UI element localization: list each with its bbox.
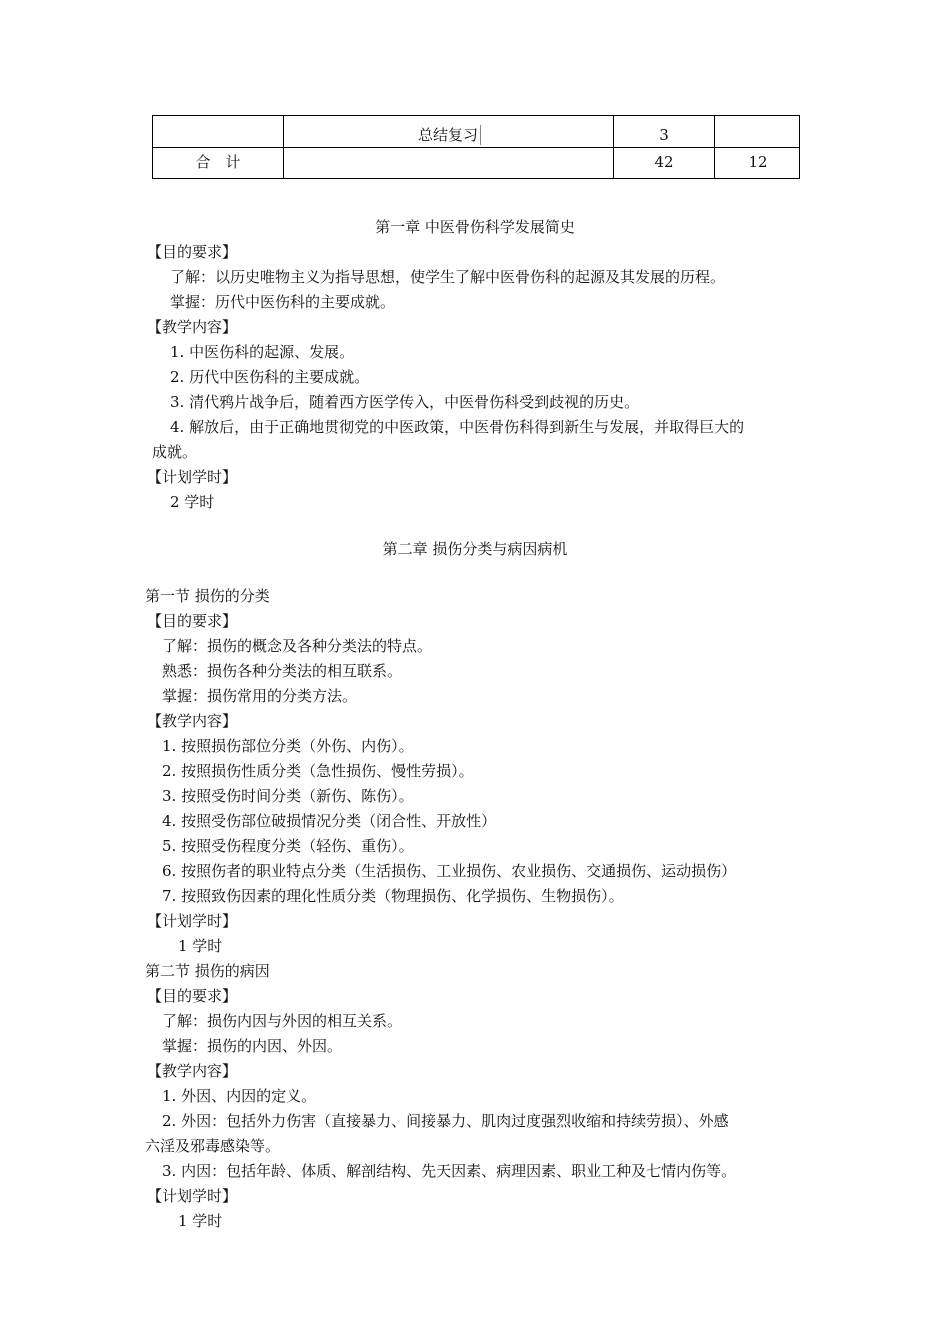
plan-hours: 1 学时 xyxy=(178,1212,223,1230)
subsection-title: 第一节 损伤的分类 xyxy=(145,587,270,605)
list-item: 4. 解放后，由于正确地贯彻党的中医政策，中医骨伤科得到新生与发展，并取得巨大的 xyxy=(170,418,745,436)
list-item-continuation: 六淫及邪毒感染等。 xyxy=(145,1137,281,1155)
list-item: 3. 按照受伤时间分类（新伤、陈伤）。 xyxy=(162,787,414,805)
text-line: 掌握：损伤的内因、外因。 xyxy=(162,1037,343,1055)
list-item: 3. 内因：包括年龄、体质、解剖结构、先天因素、病理因素、职业工种及七情内伤等。 xyxy=(162,1162,737,1180)
text-line: 了解：损伤内因与外因的相互关系。 xyxy=(162,1012,403,1030)
section-heading: 【教学内容】 xyxy=(147,712,238,730)
text-line: 掌握：历代中医伤科的主要成就。 xyxy=(170,293,396,311)
hours-table xyxy=(152,115,800,179)
plan-hours: 1 学时 xyxy=(178,937,223,955)
section-heading: 【目的要求】 xyxy=(147,987,238,1005)
list-item: 3. 清代鸦片战争后，随着西方医学传入，中医骨伤科受到歧视的历史。 xyxy=(170,393,640,411)
chapter-title: 第二章 损伤分类与病因病机 xyxy=(382,540,568,558)
subsection-title: 第二节 损伤的病因 xyxy=(145,962,270,980)
review-item: 总结复习 xyxy=(416,125,481,145)
list-item: 4. 按照受伤部位破损情况分类（闭合性、开放性） xyxy=(162,812,497,830)
list-item-continuation: 成就。 xyxy=(152,443,198,461)
section-heading: 【教学内容】 xyxy=(147,318,238,336)
text-line: 了解：以历史唯物主义为指导思想，使学生了解中医骨伤科的起源及其发展的历程。 xyxy=(170,268,726,286)
table-row xyxy=(153,116,799,148)
table-cell: 12 xyxy=(748,153,768,171)
text-line: 掌握：损伤常用的分类方法。 xyxy=(162,687,358,705)
list-item: 2. 历代中医伤科的主要成就。 xyxy=(170,368,370,386)
section-heading: 【教学内容】 xyxy=(147,1062,238,1080)
list-item: 1. 按照损伤部位分类（外伤、内伤）。 xyxy=(162,737,414,755)
text-line: 熟悉：损伤各种分类法的相互联系。 xyxy=(162,662,403,680)
table-cell xyxy=(284,116,614,147)
table-cell xyxy=(715,116,801,147)
table-cell: 42 xyxy=(614,147,715,178)
list-item: 2. 外因：包括外力伤害（直接暴力、间接暴力、肌肉过度强烈收缩和持续劳损）、外感 xyxy=(162,1112,729,1130)
section-heading: 【计划学时】 xyxy=(147,1187,238,1205)
table-cell: 3 xyxy=(614,116,715,147)
list-item: 2. 按照损伤性质分类（急性损伤、慢性劳损）。 xyxy=(162,762,474,780)
table-cell xyxy=(284,147,614,178)
plan-hours: 2 学时 xyxy=(170,493,215,511)
section-heading: 【计划学时】 xyxy=(147,912,238,930)
list-item: 6. 按照伤者的职业特点分类（生活损伤、工业损伤、农业损伤、交通损伤、运动损伤） xyxy=(162,862,737,880)
list-item: 1. 外因、内因的定义。 xyxy=(162,1087,317,1105)
section-heading: 【计划学时】 xyxy=(147,468,238,486)
total-label: 合 计 xyxy=(153,147,284,178)
section-heading: 【目的要求】 xyxy=(147,243,238,261)
list-item: 5. 按照受伤程度分类（轻伤、重伤）。 xyxy=(162,837,414,855)
text-line: 了解：损伤的概念及各种分类法的特点。 xyxy=(162,637,433,655)
table-cell xyxy=(153,116,284,147)
table-row xyxy=(153,147,799,178)
list-item: 1. 中医伤科的起源、发展。 xyxy=(170,343,355,361)
chapter-title: 第一章 中医骨伤科学发展简史 xyxy=(375,218,575,236)
section-heading: 【目的要求】 xyxy=(147,612,238,630)
list-item: 7. 按照致伤因素的理化性质分类（物理损伤、化学损伤、生物损伤）。 xyxy=(162,887,624,905)
